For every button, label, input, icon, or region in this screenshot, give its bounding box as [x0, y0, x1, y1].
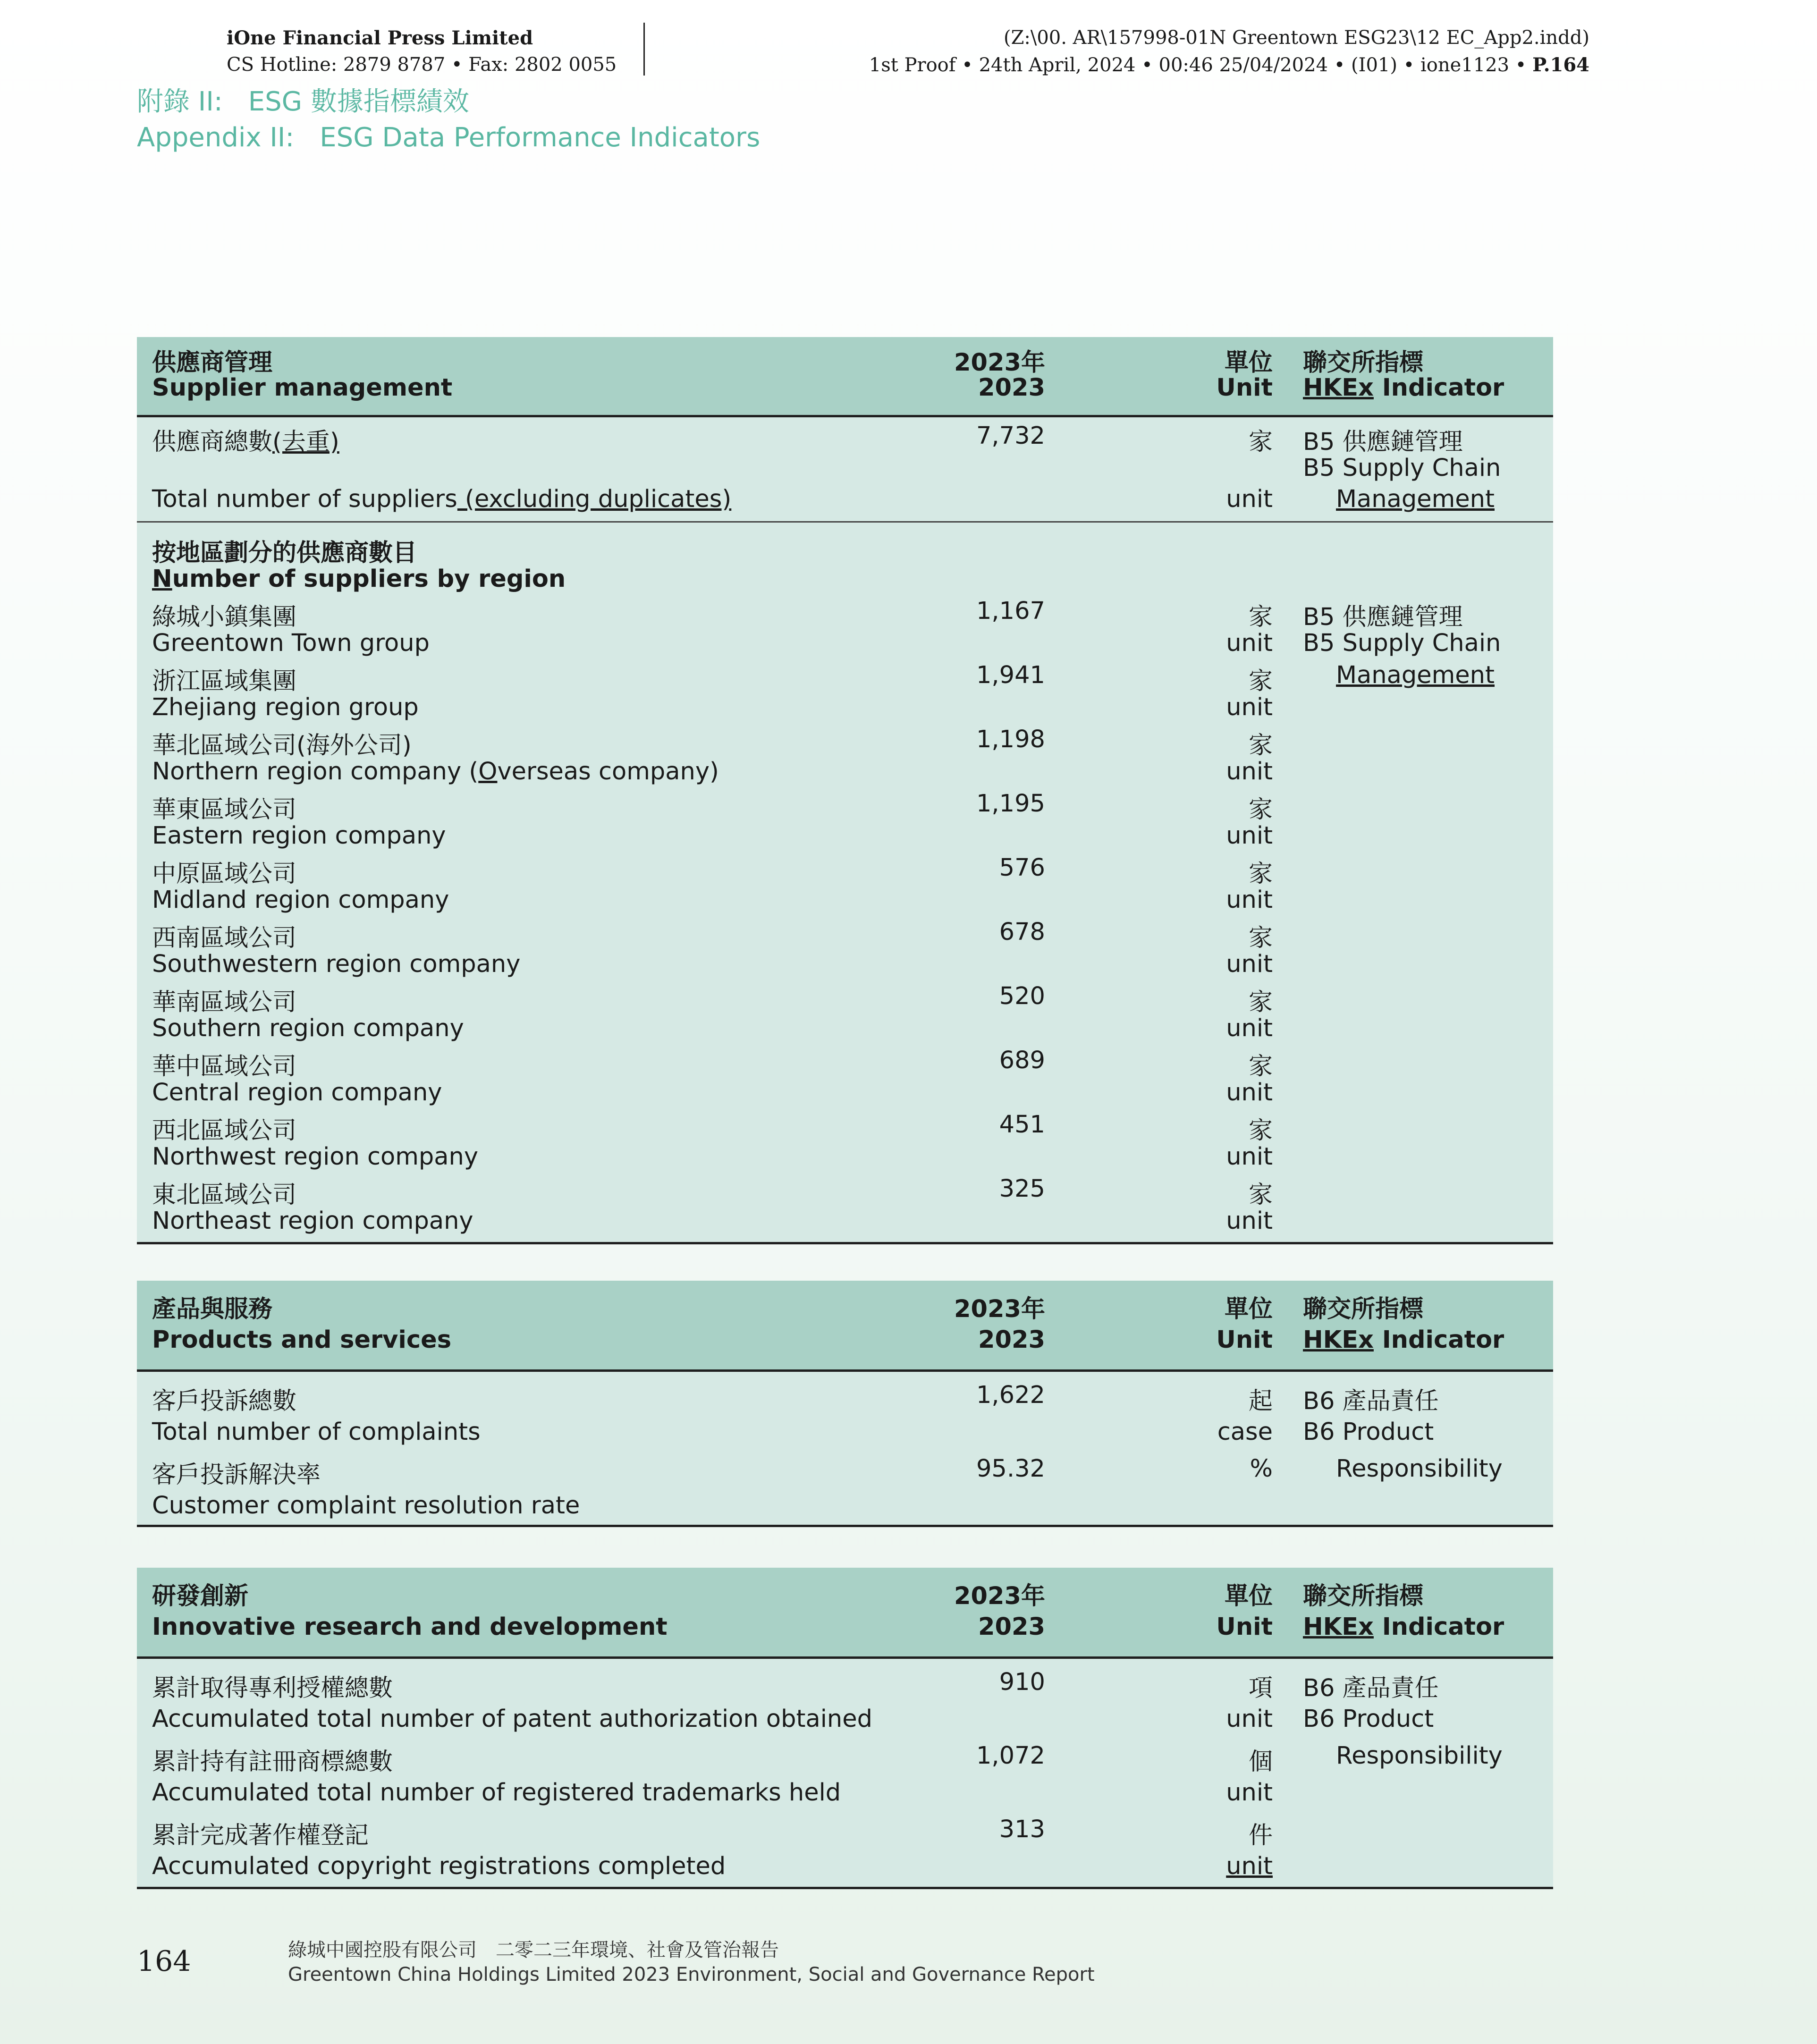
complaints-label-en: Total number of complaints	[152, 1418, 481, 1446]
unit-zh: 項	[1248, 1674, 1273, 1702]
region-row-en	[137, 822, 1553, 854]
unit-en: unit	[1226, 1852, 1273, 1880]
unit-header-zh: 單位	[1224, 1582, 1273, 1610]
region-name-en: Eastern region company	[152, 822, 446, 850]
region-name-zh: 西南區域公司	[152, 924, 297, 952]
rnd-table	[137, 1568, 1553, 1889]
unit-zh: 家	[1248, 667, 1273, 695]
region-row-en	[137, 693, 1553, 726]
printer-hotline: CS Hotline: 2879 8787 • Fax: 2802 0055	[227, 54, 617, 76]
resolution-label-zh: 客戶投訴解決率	[152, 1461, 321, 1489]
unit-en: case	[1217, 1418, 1273, 1446]
region-row-zh	[137, 1047, 1553, 1079]
label-en-main: Total number of suppliers	[152, 485, 457, 513]
running-head-zh-prefix: 附錄 II:	[137, 86, 223, 117]
unit-header-en: Unit	[1216, 374, 1273, 402]
region-title-zh: 按地區劃分的供應商數目	[152, 539, 417, 567]
section-title-zh: 產品與服務	[152, 1295, 273, 1323]
running-head-en-title: ESG Data Performance Indicators	[320, 122, 761, 153]
unit-en: unit	[1226, 1705, 1273, 1733]
unit-header-zh: 單位	[1224, 1295, 1273, 1323]
proof-line	[869, 51, 1589, 79]
copyright-label-zh: 累計完成著作權登記	[152, 1822, 369, 1850]
region-name-zh: 華北區域公司(海外公司)	[152, 732, 412, 760]
unit-zh: 家	[1248, 428, 1273, 456]
unit-zh: 家	[1248, 988, 1273, 1016]
running-head	[137, 84, 760, 156]
indicator-en-1: B6 Product	[1303, 1418, 1434, 1446]
region-row-zh	[137, 854, 1553, 886]
region-row-zh	[137, 661, 1553, 693]
region-row-en	[137, 1079, 1553, 1111]
unit-zh: 家	[1248, 796, 1273, 824]
products-services-table	[137, 1281, 1553, 1527]
printer-slug-right	[869, 25, 1589, 79]
report-title-zh: 綠城中國控股有限公司 二零二三年環境、社會及管治報告	[288, 1939, 779, 1961]
running-head-zh-title: ESG 數據指標績效	[248, 86, 469, 117]
indicator-zh: B6 產品責任	[1303, 1387, 1439, 1415]
table-body	[137, 417, 1553, 1244]
unit-header-zh: 單位	[1224, 349, 1273, 377]
file-path: (Z:\00. AR\157998-01N Greentown ESG23\12 EC_App2.indd)	[1003, 27, 1589, 49]
indicator-en-2: Management	[1336, 485, 1495, 513]
region-name-zh: 中原區域公司	[152, 860, 297, 888]
unit-en: unit	[1226, 629, 1273, 657]
region-title-en-first: N	[152, 565, 172, 593]
hkex-label: HKEx	[1303, 1613, 1374, 1641]
region-row-en	[137, 1207, 1553, 1239]
indicator-en-1: B5 Supply Chain	[1303, 629, 1501, 657]
year-header-zh: 2023年	[954, 349, 1045, 377]
unit-zh: 家	[1248, 732, 1273, 760]
region-name-zh: 華東區域公司	[152, 796, 297, 824]
patent-label-en: Accumulated total number of patent authorization obtained	[152, 1705, 872, 1733]
region-name-en	[152, 758, 719, 786]
value: 7,732	[976, 422, 1045, 450]
region-title-en-rest: umber of suppliers by region	[172, 565, 566, 593]
unit-zh: 家	[1248, 1117, 1273, 1145]
region-name-zh: 綠城小鎮集團	[152, 603, 297, 631]
unit-en: unit	[1226, 758, 1273, 786]
resolution-value: 95.32	[976, 1455, 1045, 1483]
region-name-en: Northeast region company	[152, 1207, 473, 1235]
unit-en: unit	[1226, 886, 1273, 914]
indicator-zh: B5 供應鏈管理	[1303, 428, 1463, 456]
indicator-en-2: Responsibility	[1336, 1455, 1503, 1483]
region-title-en	[152, 565, 566, 593]
region-row-en	[137, 758, 1553, 790]
page-number: 164	[137, 1945, 191, 1978]
indicator-en-1: B6 Product	[1303, 1705, 1434, 1733]
report-title	[288, 1938, 1095, 1987]
complaints-value: 1,622	[976, 1381, 1045, 1409]
region-row-en	[137, 1014, 1553, 1047]
running-head-en	[137, 120, 760, 156]
region-value: 1,167	[976, 597, 1045, 625]
patent-label-zh: 累計取得專利授權總數	[152, 1674, 393, 1702]
region-name-en: Southwestern region company	[152, 950, 521, 978]
indicator-en-2: Management	[1336, 661, 1495, 689]
region-row-zh	[137, 918, 1553, 950]
region-value: 689	[999, 1047, 1045, 1074]
region-row-en	[137, 629, 1553, 661]
label-en	[152, 485, 731, 513]
region-value: 678	[999, 918, 1045, 946]
indicator-header-en	[1303, 374, 1504, 402]
section-title-en: Innovative research and development	[152, 1613, 668, 1641]
table-header	[137, 1281, 1553, 1372]
unit-zh: 家	[1248, 1181, 1273, 1209]
indicator-word: Indicator	[1373, 1326, 1504, 1354]
region-row-zh	[137, 982, 1553, 1014]
unit-en: unit	[1226, 950, 1273, 978]
unit-zh: 家	[1248, 924, 1273, 952]
unit-zh: 起	[1248, 1387, 1273, 1415]
unit-en: unit	[1226, 822, 1273, 850]
unit-en: unit	[1226, 1014, 1273, 1042]
section-title-zh: 研發創新	[152, 1582, 249, 1610]
section-title-en: Products and services	[152, 1326, 452, 1354]
running-head-zh	[137, 84, 760, 120]
year-header-en: 2023	[978, 374, 1045, 402]
slug-divider	[643, 23, 645, 76]
unit-zh: %	[1250, 1455, 1273, 1483]
label-zh	[152, 422, 339, 457]
section-title-en: Supplier management	[152, 374, 453, 402]
region-value: 576	[999, 854, 1045, 882]
region-name-en-a: Northern region company (	[152, 758, 479, 786]
region-name-zh: 浙江區域集團	[152, 667, 297, 695]
unit-zh: 家	[1248, 603, 1273, 631]
unit-header-en: Unit	[1216, 1326, 1273, 1354]
unit-zh: 家	[1248, 1053, 1273, 1081]
patent-value: 910	[999, 1668, 1045, 1696]
copyright-label-en: Accumulated copyright registrations completed	[152, 1852, 726, 1880]
supplier-management-table	[137, 337, 1553, 1244]
section-title-zh: 供應商管理	[152, 349, 273, 377]
printer-company: iOne Financial Press Limited	[227, 27, 533, 49]
region-name-en: Midland region company	[152, 886, 449, 914]
hkex-label: HKEx	[1303, 1326, 1374, 1354]
unit-zh: 件	[1248, 1822, 1273, 1850]
table-header	[137, 1568, 1553, 1659]
table-body	[137, 1372, 1553, 1527]
region-name-en: Greentown Town group	[152, 629, 430, 657]
region-name-en: Northwest region company	[152, 1143, 479, 1171]
indicator-header-zh: 聯交所指標	[1303, 349, 1424, 377]
region-title-en-row	[137, 565, 1553, 597]
trademark-label-zh: 累計持有註冊商標總數	[152, 1748, 393, 1776]
indicator-header-zh: 聯交所指標	[1303, 1295, 1424, 1323]
region-row-zh	[137, 790, 1553, 822]
total-suppliers-row	[137, 417, 1553, 521]
trademark-label-en: Accumulated total number of registered trademarks held	[152, 1779, 841, 1807]
indicator-en-1: B5 Supply Chain	[1303, 454, 1501, 482]
unit-en: unit	[1226, 1779, 1273, 1807]
region-value: 325	[999, 1175, 1045, 1203]
region-name-en-u: O	[478, 758, 498, 786]
region-title-zh-row	[137, 533, 1553, 565]
region-name-en: Southern region company	[152, 1014, 464, 1042]
region-name-en-b: verseas company)	[497, 758, 719, 786]
printer-slug-left	[227, 25, 617, 78]
indicator-word: Indicator	[1373, 374, 1504, 402]
indicator-en-2: Responsibility	[1336, 1742, 1503, 1770]
region-row-en	[137, 1143, 1553, 1175]
region-name-zh: 華中區域公司	[152, 1053, 297, 1081]
unit-header-en: Unit	[1216, 1613, 1273, 1641]
unit-en: unit	[1226, 485, 1273, 513]
region-value: 1,941	[976, 661, 1045, 689]
hkex-label: HKEx	[1303, 374, 1374, 402]
table-header	[137, 337, 1553, 417]
region-row-zh	[137, 726, 1553, 758]
indicator-zh: B5 供應鏈管理	[1303, 603, 1463, 631]
unit-en: unit	[1226, 1079, 1273, 1106]
region-name-zh: 西北區域公司	[152, 1117, 297, 1145]
report-title-en: Greentown China Holdings Limited 2023 Environment, Social and Governance Report	[288, 1964, 1095, 1985]
year-header-zh: 2023年	[954, 1582, 1045, 1610]
region-name-zh: 華南區域公司	[152, 988, 297, 1016]
complaints-label-zh: 客戶投訴總數	[152, 1387, 297, 1415]
region-name-en: Zhejiang region group	[152, 693, 419, 721]
region-value: 1,195	[976, 790, 1045, 818]
unit-zh: 個	[1248, 1748, 1273, 1776]
year-header-en: 2023	[978, 1613, 1045, 1641]
indicator-header-zh: 聯交所指標	[1303, 1582, 1424, 1610]
proof-info: 1st Proof • 24th April, 2024 • 00:46 25/04/2024 • (I01) • ione1123 •	[869, 54, 1533, 76]
indicator-zh: B6 產品責任	[1303, 1674, 1439, 1702]
region-row-en	[137, 950, 1553, 982]
indicator-header-en	[1303, 1326, 1504, 1354]
region-name-en: Central region company	[152, 1079, 442, 1106]
region-row-zh	[137, 597, 1553, 629]
copyright-value: 313	[999, 1816, 1045, 1843]
region-name-zh: 東北區域公司	[152, 1181, 297, 1209]
label-en-note: (excluding duplicates)	[457, 485, 732, 513]
indicator-word: Indicator	[1373, 1613, 1504, 1641]
region-value: 1,198	[976, 726, 1045, 753]
year-header-zh: 2023年	[954, 1295, 1045, 1323]
suppliers-by-region	[137, 521, 1553, 1242]
region-row-zh	[137, 1111, 1553, 1143]
unit-zh: 家	[1248, 860, 1273, 888]
indicator-header-en	[1303, 1613, 1504, 1641]
unit-en: unit	[1226, 1143, 1273, 1171]
unit-en: unit	[1226, 693, 1273, 721]
table-body	[137, 1659, 1553, 1889]
page-ref: P.164	[1532, 54, 1589, 76]
region-row-zh	[137, 1175, 1553, 1207]
resolution-label-en: Customer complaint resolution rate	[152, 1492, 580, 1520]
unit-en: unit	[1226, 1207, 1273, 1235]
region-row-en	[137, 886, 1553, 918]
label-zh-main: 供應商總數	[152, 428, 273, 456]
region-value: 520	[999, 982, 1045, 1010]
year-header-en: 2023	[978, 1326, 1045, 1354]
label-zh-note: (去重)	[272, 428, 339, 456]
running-head-en-prefix: Appendix II:	[137, 122, 295, 153]
trademark-value: 1,072	[976, 1742, 1045, 1770]
region-value: 451	[999, 1111, 1045, 1139]
